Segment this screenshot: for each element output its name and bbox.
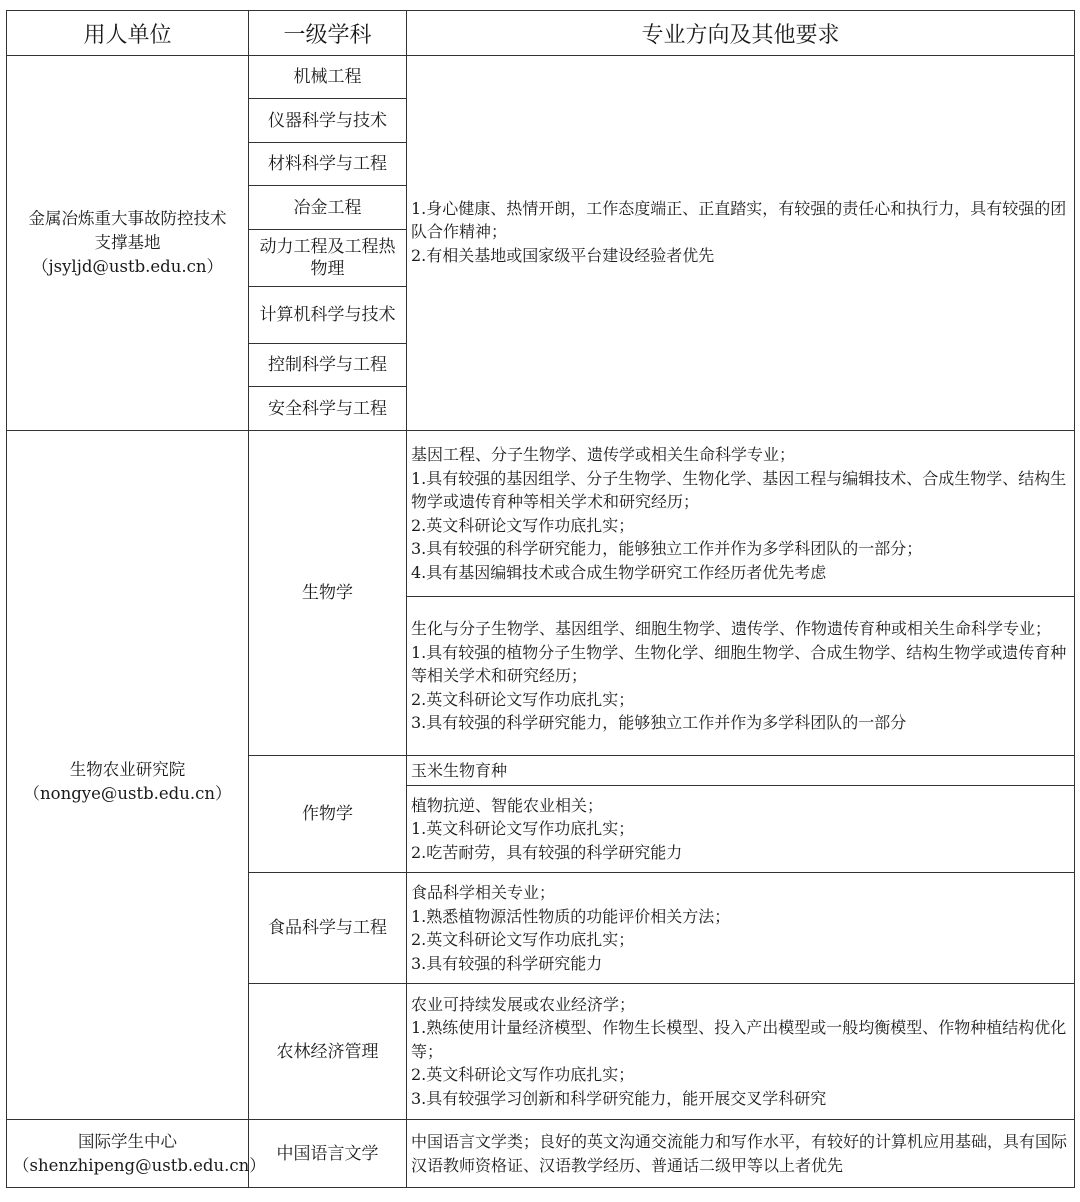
unit-cell [7,431,249,1120]
requirement-line: 2.英文科研论文写作功底扎实； [411,515,635,535]
requirement-line: 1.身心健康、热情开朗，工作态度端正、正直踏实，有较强的责任心和执行力，具有较强的团队合作精神； [411,198,1067,242]
table-row [7,431,1075,597]
table-row [7,1120,1075,1188]
requirement-line: 农业可持续发展或农业经济学； [411,994,636,1014]
discipline-cell: 材料科学与工程 [249,143,407,186]
discipline-cell: 机械工程 [249,56,407,99]
requirement-cell [407,786,1075,873]
unit-email: （nongye@ustb.edu.cn） [23,784,232,803]
requirement-line: 1.英文科研论文写作功底扎实； [411,819,635,839]
requirement-line: 1.熟练使用计量经济模型、作物生长模型、投入产出模型或一般均衡模型、作物种植结构优化等； [411,1018,1067,1061]
requirement-line: 玉米生物育种 [411,760,508,780]
discipline-cell: 冶金工程 [249,186,407,230]
unit-name: 金属冶炼重大事故防控技术 [28,209,227,228]
requirement-cell [407,1120,1075,1188]
unit-cell [7,1120,266,1188]
requirement-line: 2.吃苦耐劳，具有较强的科学研究能力 [411,842,683,862]
requirement-cell [407,873,1075,984]
unit-name: 国际学生中心 [78,1131,177,1151]
requirement-line: 基因工程、分子生物学、遗传学或相关生命科学专业； [411,445,796,464]
requirement-line: 中国语言文学类；良好的英文沟通交流能力和写作水平，有较好的计算机应用基础，具有国际汉语教师资格证、汉语教学经历、普通话二级甲等以上者优先 [411,1132,1068,1175]
requirement-line: 植物抗逆、智能农业相关； [411,795,604,815]
requirement-cell [407,597,1075,756]
discipline-cell: 作物学 [249,756,407,873]
requirement-line: 2.英文科研论文写作功底扎实； [411,689,635,709]
requirement-line: 3.具有较强的科学研究能力，能够独立工作并作为多学科团队的一部分 [411,713,907,733]
requirement-line: 1.具有较强的植物分子生物学、生物化学、细胞生物学、合成生物学、结构生物学或遗传育种等相关学术和研究经历； [411,642,1067,686]
unit-email: （jsyljd@ustb.edu.cn） [32,257,223,276]
requirement-line: 2.英文科研论文写作功底扎实； [411,1065,635,1085]
discipline-cell: 计算机科学与技术 [249,287,407,344]
discipline-cell: 食品科学与工程 [249,873,407,984]
discipline-cell: 控制科学与工程 [249,344,407,387]
discipline-cell: 仪器科学与技术 [249,99,407,143]
unit-cell [7,56,249,431]
requirement-line: 生化与分子生物学、基因组学、细胞生物学、遗传学、作物遗传育种或相关生命科学专业； [411,619,1052,639]
requirement-line: 3.具有较强学习创新和科学研究能力，能开展交叉学科研究 [411,1088,827,1108]
discipline-cell: 中国语言文学 [249,1120,407,1188]
unit-name: 生物农业研究院 [69,760,186,779]
requirement-line: 2.有相关基地或国家级平台建设经验者优先 [411,245,715,265]
recruitment-table [6,10,1075,1188]
requirement-line: 食品科学相关专业； [411,883,556,902]
table-row [7,56,1075,99]
header-discipline: 一级学科 [249,11,407,56]
requirement-cell [407,431,1075,597]
requirement-cell [407,984,1075,1120]
requirement-line: 1.熟悉植物源活性物质的功能评价相关方法； [411,906,731,926]
requirement-line: 3.具有较强的科学研究能力，能够独立工作并作为多学科团队的一部分； [411,539,923,558]
requirement-cell [407,56,1075,431]
requirement-line: 3.具有较强的科学研究能力 [411,953,603,973]
discipline-cell: 动力工程及工程热物理 [249,230,407,287]
header-unit: 用人单位 [7,11,249,56]
requirement-line: 1.具有较强的基因组学、分子生物学、生物化学、基因工程与编辑技术、合成生物学、结构生物学或遗传育种等相关学术和研究经历； [411,468,1067,511]
requirement-line: 4.具有基因编辑技术或合成生物学研究工作经历者优先考虑 [411,562,827,582]
unit-name: 支撑基地 [94,233,161,252]
requirement-line: 2.英文科研论文写作功底扎实； [411,930,635,949]
discipline-cell: 生物学 [249,431,407,756]
discipline-cell: 农林经济管理 [249,984,407,1120]
discipline-cell: 安全科学与工程 [249,387,407,431]
unit-email: （shenzhipeng@ustb.edu.cn） [13,1155,266,1175]
header-row [7,11,1075,56]
requirement-cell [407,756,1075,786]
header-requirements: 专业方向及其他要求 [407,11,1075,56]
